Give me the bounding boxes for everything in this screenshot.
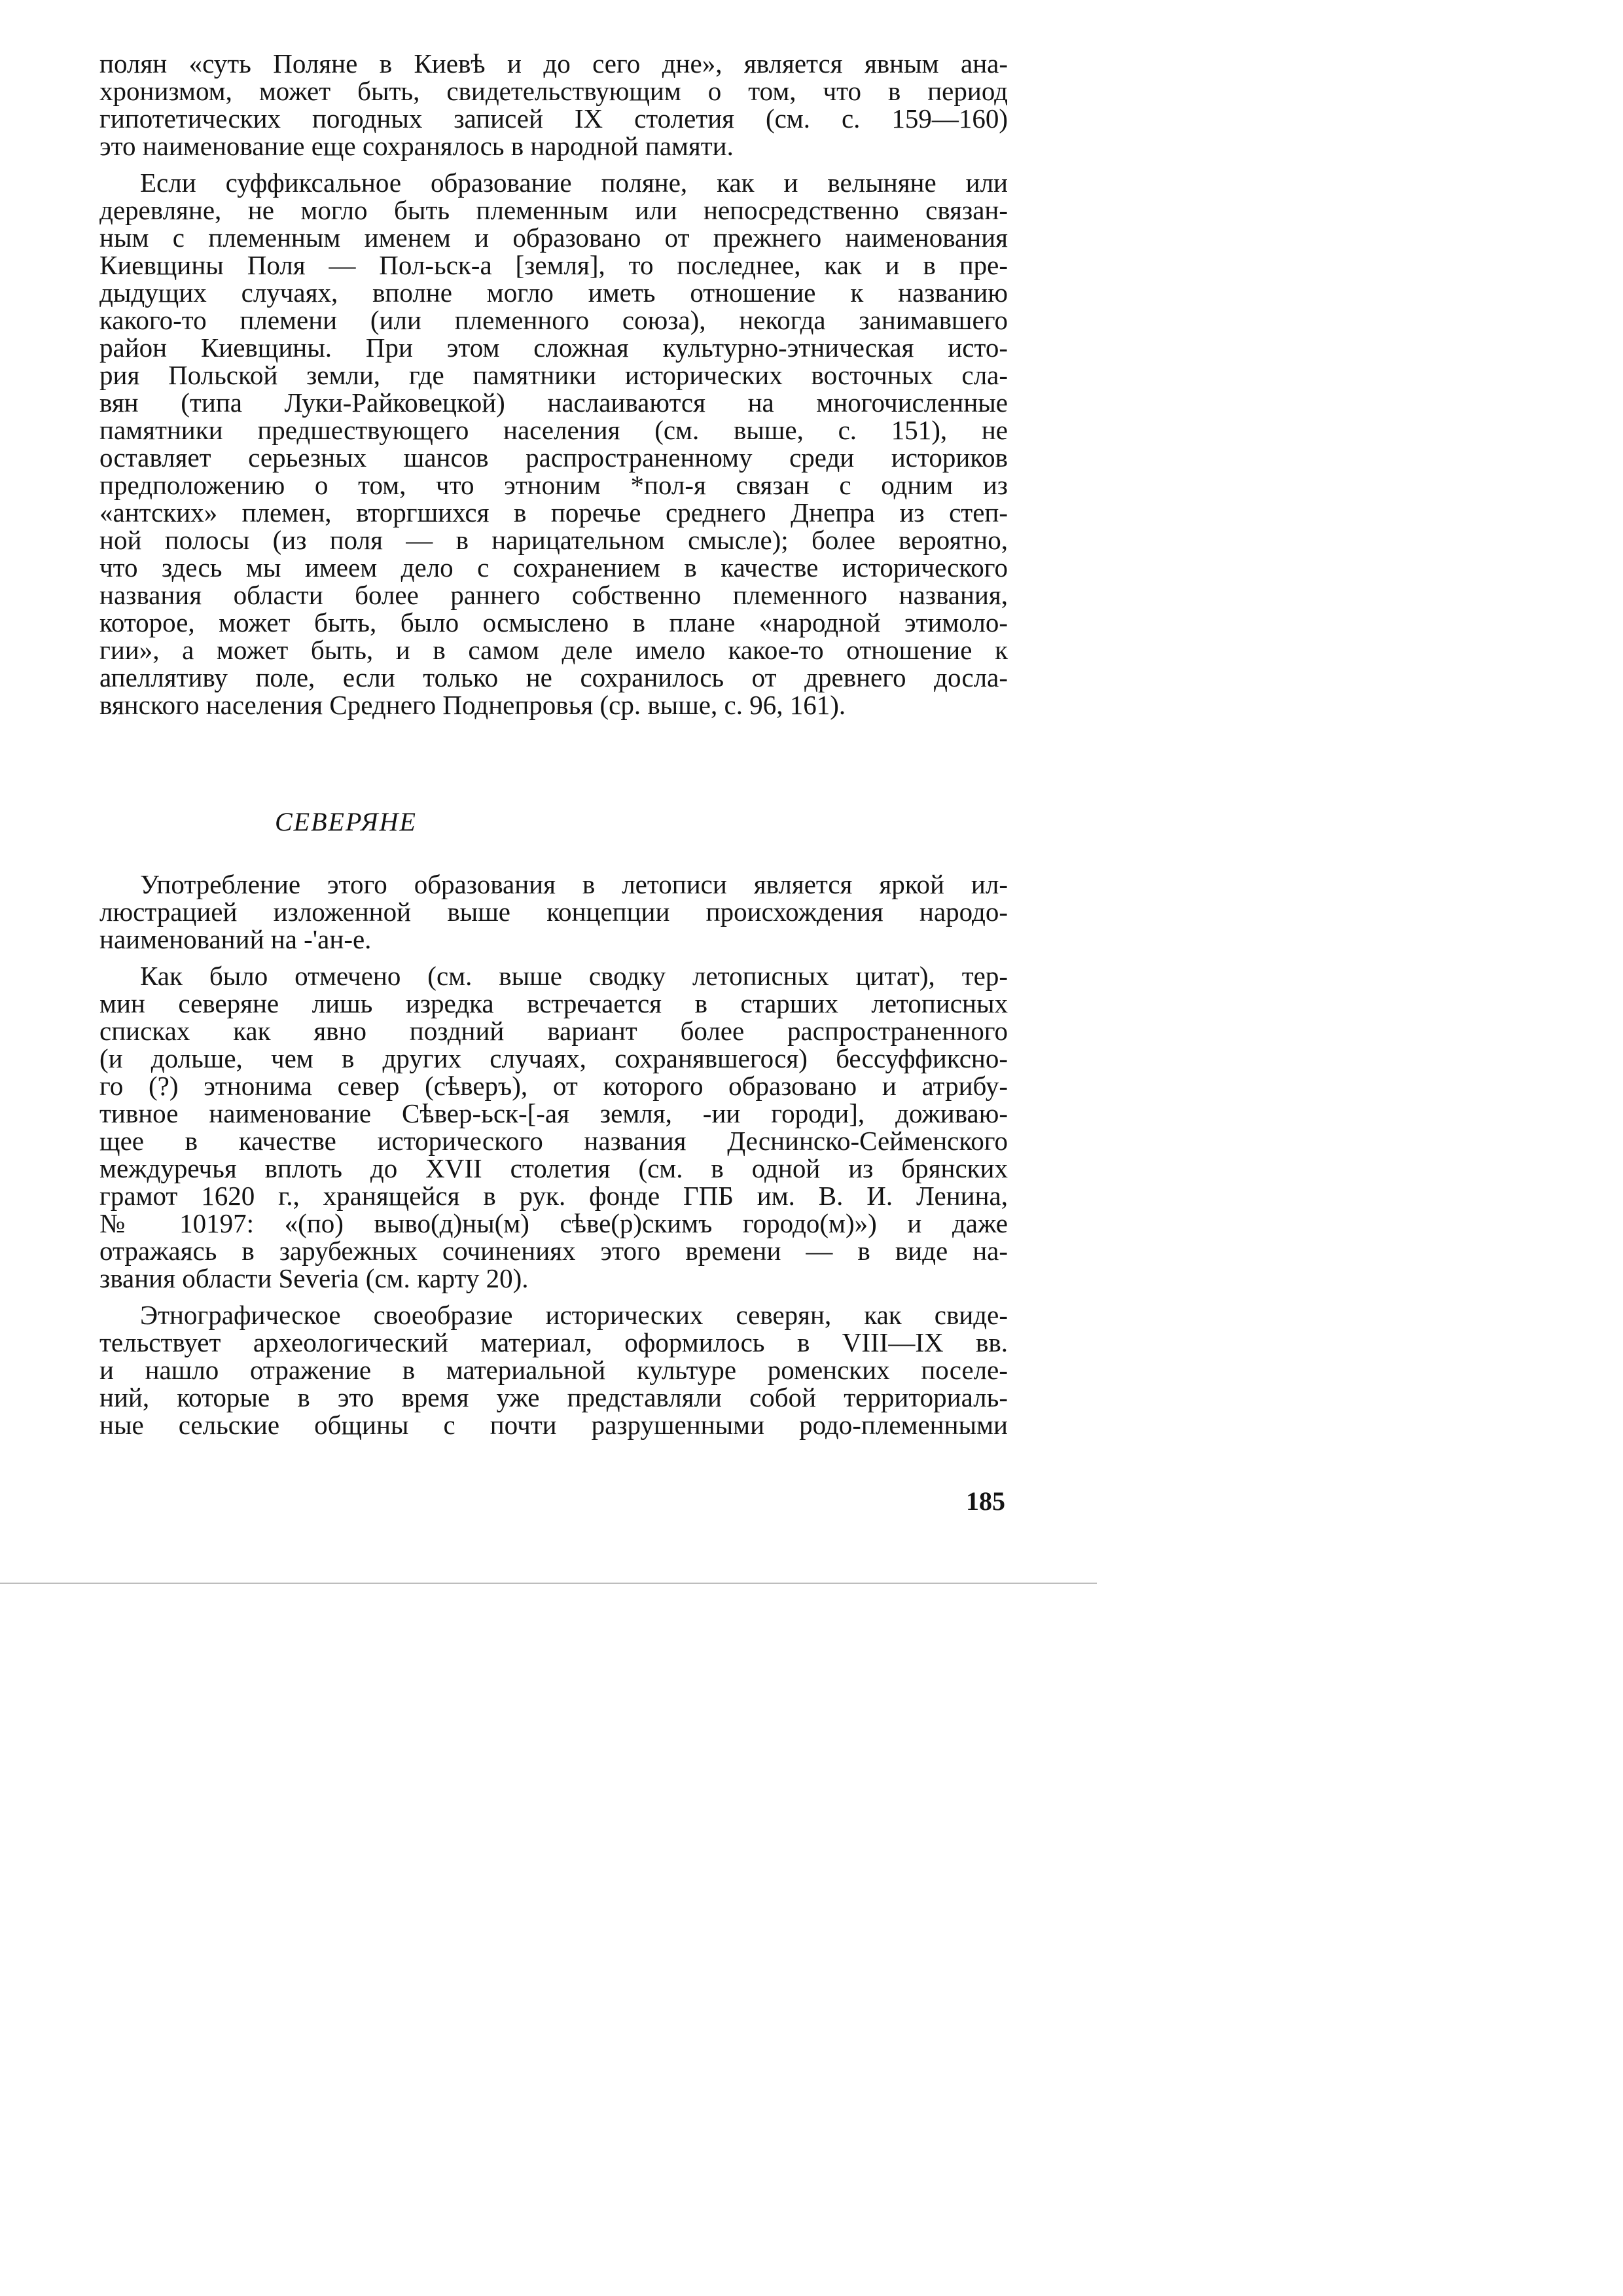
paragraph-1 [99, 50, 1008, 160]
text-line: № 10197: «(по) выво(д)ны(м) сѣве(р)скимъ городо(м)») и даже [99, 1208, 1008, 1238]
text-line: рия Польской земли, где памятники исторических восточных сла- [99, 360, 1008, 390]
text-line: тивное наименование Сѣвер-ьск-[-ая земля, -ии городи], доживаю- [99, 1098, 1008, 1128]
text-line: ний, которые в это время уже представляли собой территориаль- [99, 1382, 1008, 1412]
text-line-last: вянского населения Среднего Поднепровья (ср. выше, с. 96, 161). [99, 690, 846, 720]
text-line: гии», а может быть, и в самом деле имело какое-то отношение к [99, 635, 1008, 665]
text-line: вян (типа Луки-Райковецкой) наслаиваются на многочисленные [99, 387, 1008, 418]
text-line-last: наименований на -'ан-е. [99, 924, 372, 954]
text-line: район Киевщины. При этом сложная культурно-этническая исто- [99, 332, 1008, 363]
text-line: Как было отмечено (см. выше сводку летописных цитат), тер- [140, 961, 1008, 991]
text-line: Употребление этого образования в летописи является яркой ил- [140, 869, 1008, 899]
text-line: Этнографическое своеобразие исторических северян, как свиде- [140, 1300, 1008, 1330]
text-line: ные сельские общины с почти разрушенными родо-племенными [99, 1410, 1008, 1440]
text-line: Если суффиксальное образование поляне, как и велыняне или [140, 168, 1008, 198]
text-line: грамот 1620 г., хранящейся в рук. фонде ГПБ им. В. И. Ленина, [99, 1181, 1008, 1211]
text-line: дыдущих случаях, вполне могло иметь отношение к названию [99, 278, 1008, 308]
text-line: люстрацией изложенной выше концепции происхождения народо- [99, 897, 1008, 927]
text-line: Киевщины Поля — Пол-ьск-а [земля], то последнее, как и в пре- [99, 250, 1008, 280]
text-line: деревляне, не могло быть племенным или непосредственно связан- [99, 195, 1008, 225]
text-line: памятники предшествующего населения (см. выше, с. 151), не [99, 415, 1008, 445]
text-line: какого-то племени (или племенного союза), некогда занимавшего [99, 305, 1008, 335]
text-line: списках как явно поздний вариант более распространенного [99, 1016, 1008, 1046]
text-line: хронизмом, может быть, свидетельствующим о том, что в период [99, 76, 1008, 106]
paragraph-2 [99, 169, 1008, 719]
text-line: названия области более раннего собственно племенного названия, [99, 580, 1008, 610]
text-line: и нашло отражение в материальной культуре роменских поселе- [99, 1355, 1008, 1385]
paragraph-5 [99, 1301, 1008, 1439]
text-line: го (?) этнонима север (сѣверъ), от которого образовано и атрибу- [99, 1071, 1008, 1101]
text-line: которое, может быть, было осмыслено в плане «народной этимоло- [99, 607, 1008, 637]
text-line: апеллятиву поле, если только не сохранилось от древнего досла- [99, 662, 1008, 692]
text-line: предположению о том, что этноним *пол-я связан с одним из [99, 470, 1008, 500]
text-line: междуречья вплоть до XVII столетия (см. в одной из брянских [99, 1153, 1008, 1183]
text-column-top [99, 50, 1008, 728]
text-line: ной полосы (из поля — в нарицательном смысле); более вероятно, [99, 525, 1008, 555]
text-line: оставляет серьезных шансов распространенному среди историков [99, 442, 1008, 473]
paragraph-3 [99, 870, 1008, 953]
text-line: (и дольше, чем в других случаях, сохранявшегося) бессуффиксно- [99, 1043, 1008, 1073]
section-heading: СЕВЕРЯНЕ [275, 807, 417, 836]
text-line: мин северяне лишь изредка встречается в старших летописных [99, 988, 1008, 1018]
text-column-bottom [99, 870, 1008, 1448]
text-line: щее в качестве исторического названия Деснинско-Сейменского [99, 1126, 1008, 1156]
text-line: что здесь мы имеем дело с сохранением в качестве исторического [99, 552, 1008, 583]
text-line: ным с племенным именем и образовано от прежнего наименования [99, 223, 1008, 253]
text-line-last: это наименование еще сохранялось в народной памяти. [99, 131, 734, 161]
paragraph-4 [99, 962, 1008, 1292]
text-line: «антских» племен, вторгшихся в поречье среднего Днепра из степ- [99, 497, 1008, 528]
text-line-last: звания области Severia (см. карту 20). [99, 1263, 529, 1293]
page-number: 185 [966, 1486, 1005, 1516]
text-line: полян «суть Поляне в Киевѣ и до сего дне», является явным ана- [99, 48, 1008, 79]
text-line: тельствует археологический материал, оформилось в VIII—IX вв. [99, 1327, 1008, 1357]
text-line: гипотетических погодных записей IX столетия (см. с. 159—160) [99, 103, 1008, 134]
text-line: отражаясь в зарубежных сочинениях этого времени — в виде на- [99, 1236, 1008, 1266]
scan-edge-divider [0, 1583, 1097, 1584]
